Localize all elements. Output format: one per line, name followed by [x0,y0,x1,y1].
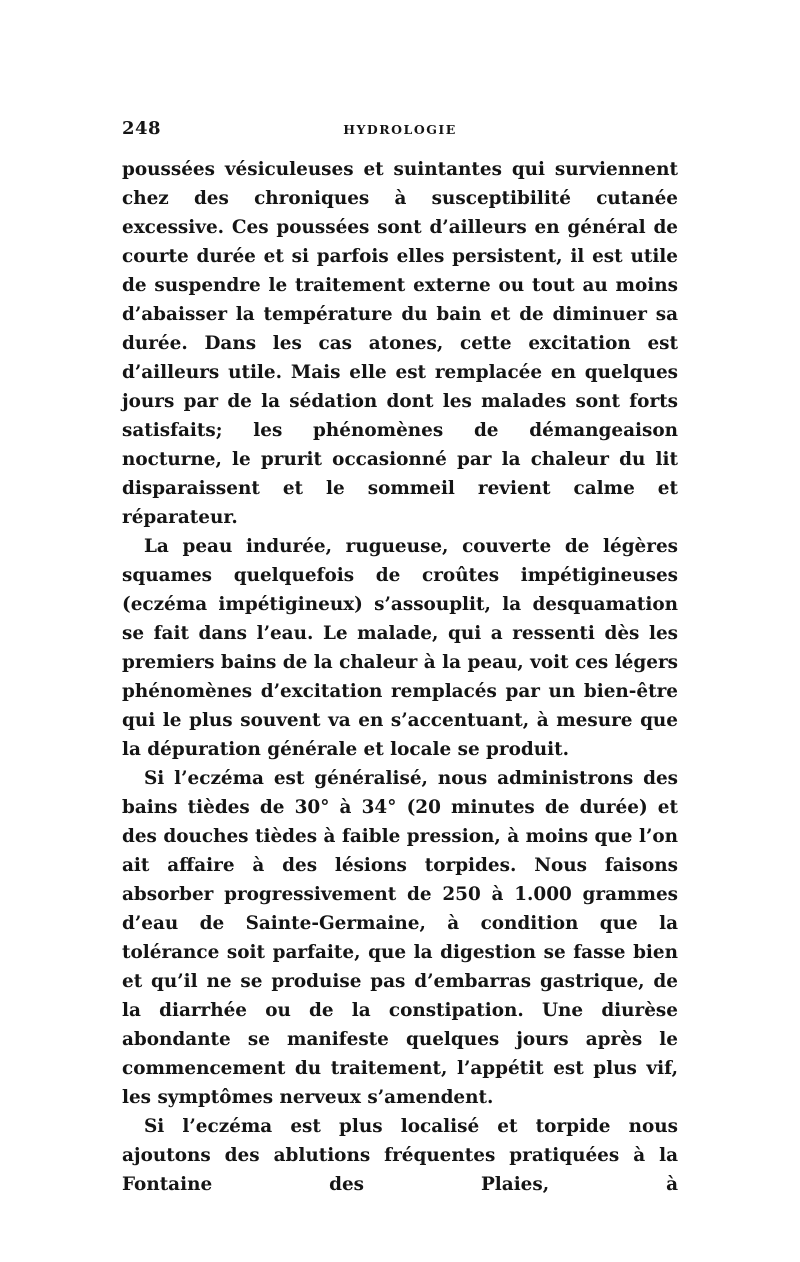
body-text [122,155,678,1199]
paragraph: Si l’eczéma est plus localisé et torpide nous ajoutons des ablutions fréquentes pratiquées à la Fontaine des Plaies, à [122,1116,678,1195]
running-title: HYDROLOGIE [343,122,457,137]
page-header [122,118,678,144]
paragraph-continued: poussées vésiculeuses et suintantes qui surviennent chez des chroniques à susceptibilité cutanée excessive. Ces poussées sont d’ailleurs en général de courte durée et si parfois elles persistent, il est utile de suspendre le traitement externe ou tout au moins d’abaisser la température du bain et de diminuer sa durée. Dans les cas atones, cette excitation est d’ailleurs utile. Mais elle est remplacée en quelques jours par de la sédation dont les malades sont forts satisfaits; les phénomènes de démangeaison nocturne, le prurit occasionné par la chaleur du lit disparaissent et le sommeil revient calme et réparateur. [122,159,678,528]
page-number: 248 [122,118,162,139]
paragraph: Si l’eczéma est généralisé, nous administrons des bains tièdes de 30° à 34° (20 minutes de durée) et des douches tièdes à faible pression, à moins que l’on ait affaire à des lésions torpides. Nous faisons absorber progressivement de 250 à 1.000 grammes d’eau de Sainte-Germaine, à condition que la tolérance soit parfaite, que la digestion se fasse bien et qu’il ne se produise pas d’embarras gastrique, de la diarrhée ou de la constipation. Une diurèse abondante se manifeste quelques jours après le commencement du traitement, l’appétit est plus vif, les symptômes nerveux s’amendent. [122,768,678,1108]
paragraph: La peau indurée, rugueuse, couverte de légères squames quelquefois de croûtes impétigineuses (eczéma impétigineux) s’assouplit, la desquamation se fait dans l’eau. Le malade, qui a ressenti dès les premiers bains de la chaleur à la peau, voit ces légers phénomènes d’excitation remplacés par un bien-être qui le plus souvent va en s’accentuant, à mesure que la dépuration générale et locale se produit. [122,536,678,760]
